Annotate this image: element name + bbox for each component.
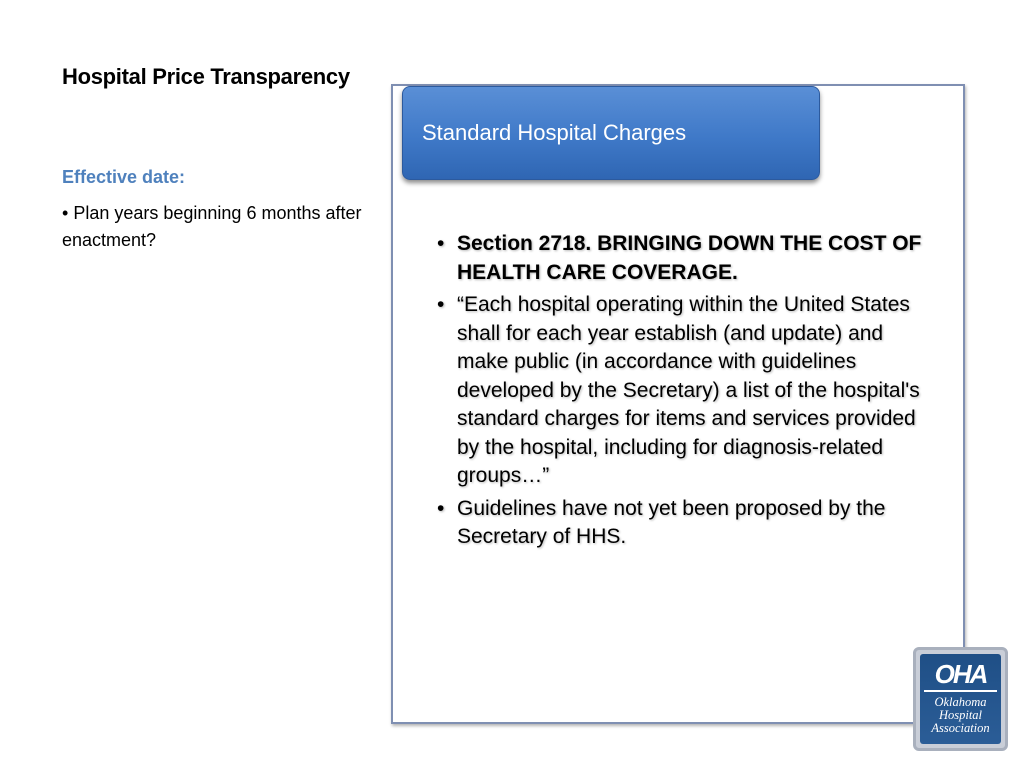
bullet-marker: •	[437, 293, 445, 316]
list-item	[437, 291, 927, 491]
sidebar-bullet-text: Plan years beginning 6 months after enactment?	[62, 203, 362, 250]
logo-name: Oklahoma Hospital Association	[931, 695, 990, 735]
effective-date-text	[62, 200, 367, 254]
bullet-text: Guidelines have not yet been proposed by the Secretary of HHS.	[457, 496, 886, 548]
bullet-marker: •	[437, 496, 445, 520]
effective-date-heading: Effective date:	[62, 167, 186, 187]
bullet-text: “Each hospital operating within the United States shall for each year establish (and update) and make public (in accordance with guidelines developed by the Secretary) a list of the hospital's standard charges for items and services provided by the hospital, including for diagnosis-related groups…”	[457, 293, 920, 487]
bullet-list	[437, 230, 927, 556]
slide-title: Hospital Price Transparency	[62, 64, 350, 89]
logo-mark: OHA	[934, 659, 987, 689]
list-item	[437, 495, 927, 552]
section-header: Standard Hospital Charges	[422, 120, 687, 145]
section-header-box	[402, 86, 820, 180]
list-item	[437, 230, 927, 287]
logo-badge	[920, 654, 1001, 744]
sidebar-bullet: •	[62, 203, 69, 223]
bullet-marker: •	[437, 232, 445, 255]
oha-logo	[913, 647, 1008, 751]
bullet-text: Section 2718. BRINGING DOWN THE COST OF HEALTH CARE COVERAGE.	[457, 232, 922, 284]
logo-divider	[924, 690, 997, 692]
